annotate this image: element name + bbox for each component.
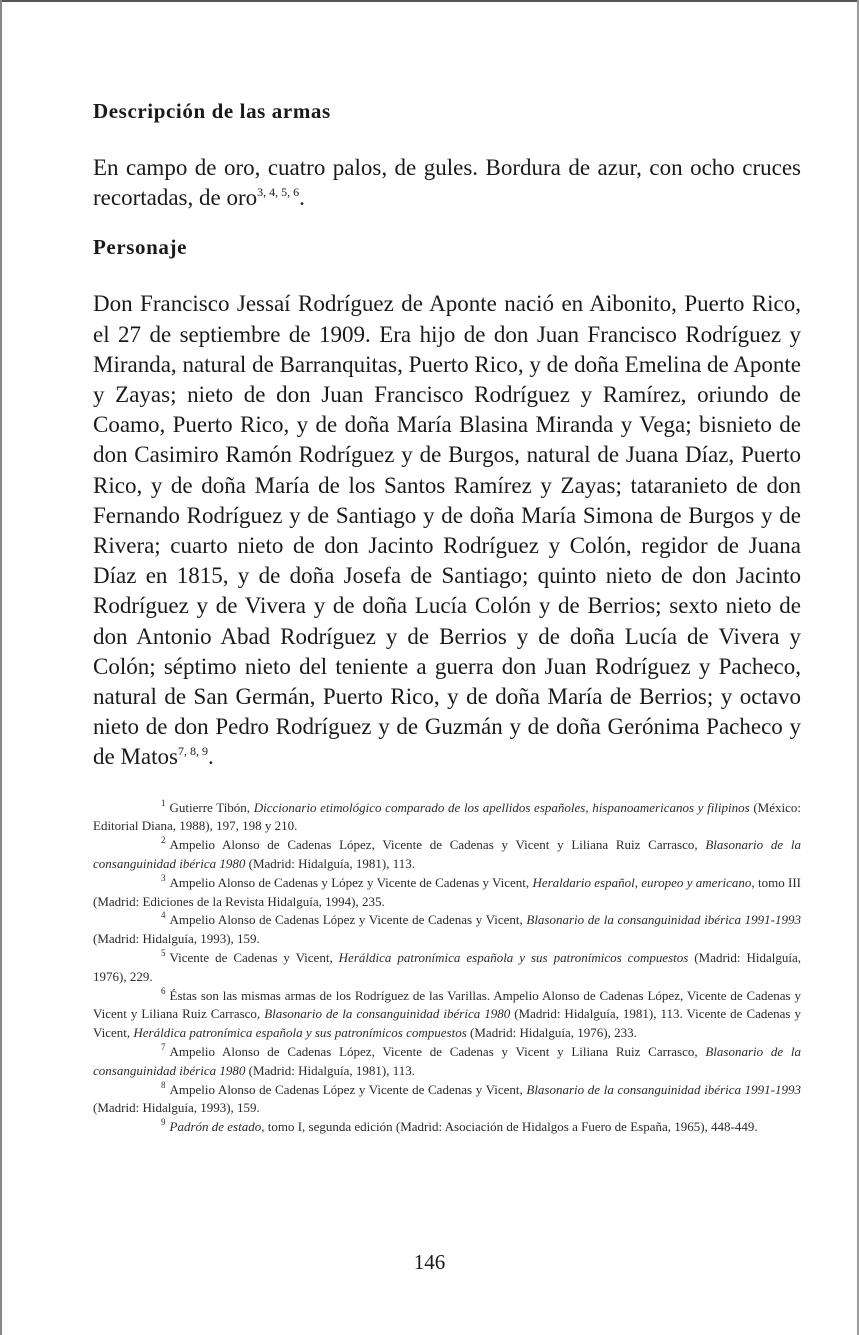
personaje-end: .	[207, 744, 214, 770]
footnote-text: (México: Editorial Diana, 1988), 197, 198 y 210.	[93, 799, 802, 834]
footnote-title: Padrón de estado	[169, 1119, 262, 1135]
page-edge-top	[0, 0, 859, 2]
footnote-text: Ampelio Alonso de Cadenas López y Vicente de Cadenas y Vicent,	[169, 912, 527, 928]
section-heading-personaje: Personaje	[93, 235, 188, 260]
footnote-text: Ampelio Alonso de Cadenas y López y Vicente de Cadenas y Vicent,	[169, 874, 533, 890]
footnote-text: Vicente de Cadenas y Vicent,	[169, 950, 339, 966]
footnote-title: Diccionario etimológico comparado de los apellidos españoles, hispanoamericanos y filipinos	[253, 799, 750, 815]
footnote-title: Blasonario de la consanguinidad ibérica 1980	[264, 1006, 511, 1022]
footnote-number: 7	[161, 1042, 166, 1053]
footnote-9	[93, 1118, 801, 1137]
footnote-number: 5	[161, 948, 166, 959]
page-number: 146	[413, 1250, 446, 1274]
arms-footnote-refs: 3, 4, 5, 6	[257, 185, 300, 200]
footnotes	[93, 799, 801, 1137]
footnote-text: (Madrid: Hidalguía, 1976), 233.	[466, 1025, 637, 1041]
footnote-title: Heráldica patronímica española y sus patronímicos compuestos	[338, 950, 689, 966]
footnote-5	[93, 949, 801, 987]
footnote-number: 6	[161, 985, 166, 996]
footnote-title: Blasonario de la consanguinidad ibérica 1980	[93, 837, 801, 872]
page-content	[93, 97, 801, 1137]
section-heading-arms: Descripción de las armas	[93, 99, 331, 123]
footnote-text: Ampelio Alonso de Cadenas López y Vicente de Cadenas y Vicent,	[169, 1081, 527, 1097]
footnote-title: Blasonario de la consanguinidad ibérica 1991-1993	[526, 912, 801, 928]
footnote-8	[93, 1081, 801, 1119]
personaje-paragraph	[93, 289, 801, 772]
footnote-7	[93, 1043, 801, 1081]
arms-description-paragraph	[93, 153, 801, 213]
footnote-3	[93, 874, 801, 912]
footnote-number: 1	[161, 797, 166, 808]
footnote-number: 2	[161, 835, 166, 846]
page-edge-left	[0, 0, 2, 1335]
footnote-text: Ampelio Alonso de Cadenas López, Vicente de Cadenas y Vicent y Liliana Ruiz Carrasco,	[169, 1044, 706, 1060]
footnote-number: 4	[161, 910, 166, 921]
footnote-text: Gutierre Tibón,	[169, 799, 254, 815]
footnote-1	[93, 799, 801, 837]
footnote-text: Ampelio Alonso de Cadenas López, Vicente de Cadenas y Vicent y Liliana Ruiz Carrasco,	[169, 837, 706, 853]
footnote-text: (Madrid: Hidalguía, 1981), 113.	[245, 856, 415, 872]
footnote-number: 9	[161, 1117, 166, 1128]
footnote-title: Blasonario de la consanguinidad ibérica 1980	[93, 1044, 801, 1078]
footnote-title: Heraldario español, europeo y americano	[532, 874, 752, 890]
footnote-4	[93, 911, 801, 949]
arms-description-end: .	[299, 185, 305, 211]
arms-description-text: En campo de oro, cuatro palos, de gules. Bordura de azur, con ocho cruces recortadas, de oro	[93, 155, 801, 211]
footnote-text: (Madrid: Hidalguía, 1981), 113. Vicente de Cadenas y Vicent,	[93, 1006, 801, 1041]
footnote-text: (Madrid: Hidalguía, 1993), 159.	[93, 931, 260, 947]
footnote-title: Blasonario de la consanguinidad ibérica 1991-1993	[526, 1081, 801, 1097]
footnote-text: (Madrid: Hidalguía, 1976), 229.	[93, 950, 801, 984]
footnote-number: 3	[161, 872, 166, 883]
personaje-footnote-refs: 7, 8, 9	[177, 744, 208, 759]
footnote-text: , tomo III (Madrid: Ediciones de la Revista Hidalguía, 1994), 235.	[93, 874, 801, 909]
footnote-text: Éstas son las mismas armas de los Rodríguez de las Varillas. Ampelio Alonso de Cadenas López, Vicente de Cadenas y Vicent y Liliana Ruiz Carrasco,	[93, 987, 801, 1022]
footnote-6	[93, 987, 801, 1043]
personaje-text: Don Francisco Jessaí Rodríguez de Aponte nació en Aibonito, Puerto Rico, el 27 de septiembre de 1909. Era hijo de don Juan Francisco Rodríguez y Miranda, natural de Barranquitas, Puerto Rico, y de doña Emelina de Aponte y Zayas; nieto de don Juan Francisco Rodríguez y Ramírez, oriundo de Coamo, Puerto Rico, y de doña María Blasina Miranda y Vega; bisnieto de don Casimiro Ramón Rodríguez y de Burgos, natural de Juana Díaz, Puerto Rico, y de doña María de los Santos Ramírez y Zayas; tataranieto de don Fernando Rodríguez y de Santiago y de doña María Simona de Burgos y de Rivera; cuarto nieto de don Jacinto Rodríguez y Colón, regidor de Juana Díaz en 1815, y de doña Josefa de Santiago; quinto nieto de don Jacinto Rodríguez y de Vivera y de doña Lucía Colón y de Berrios; sexto nieto de don Antonio Abad Rodríguez y de Berrios y de doña Lucía de Vivera y Colón; séptimo nieto del teniente a guerra don Juan Rodríguez y Pacheco, natural de San Germán, Puerto Rico, y de doña María de Berrios; y octavo nieto de don Pedro Rodríguez y de Guzmán y de doña Gerónima Pacheco y de Matos	[93, 291, 801, 770]
footnote-text: (Madrid: Hidalguía, 1993), 159.	[93, 1100, 260, 1116]
footnote-text: (Madrid: Hidalguía, 1981), 113.	[245, 1062, 415, 1078]
footnote-text: , tomo I, segunda edición (Madrid: Asociación de Hidalgos a Fuero de España, 1965), 448-449.	[261, 1119, 758, 1135]
footnote-2	[93, 836, 801, 874]
footnote-title: Heráldica patronímica española y sus patronímicos compuestos	[133, 1025, 467, 1041]
footnote-number: 8	[161, 1079, 166, 1090]
